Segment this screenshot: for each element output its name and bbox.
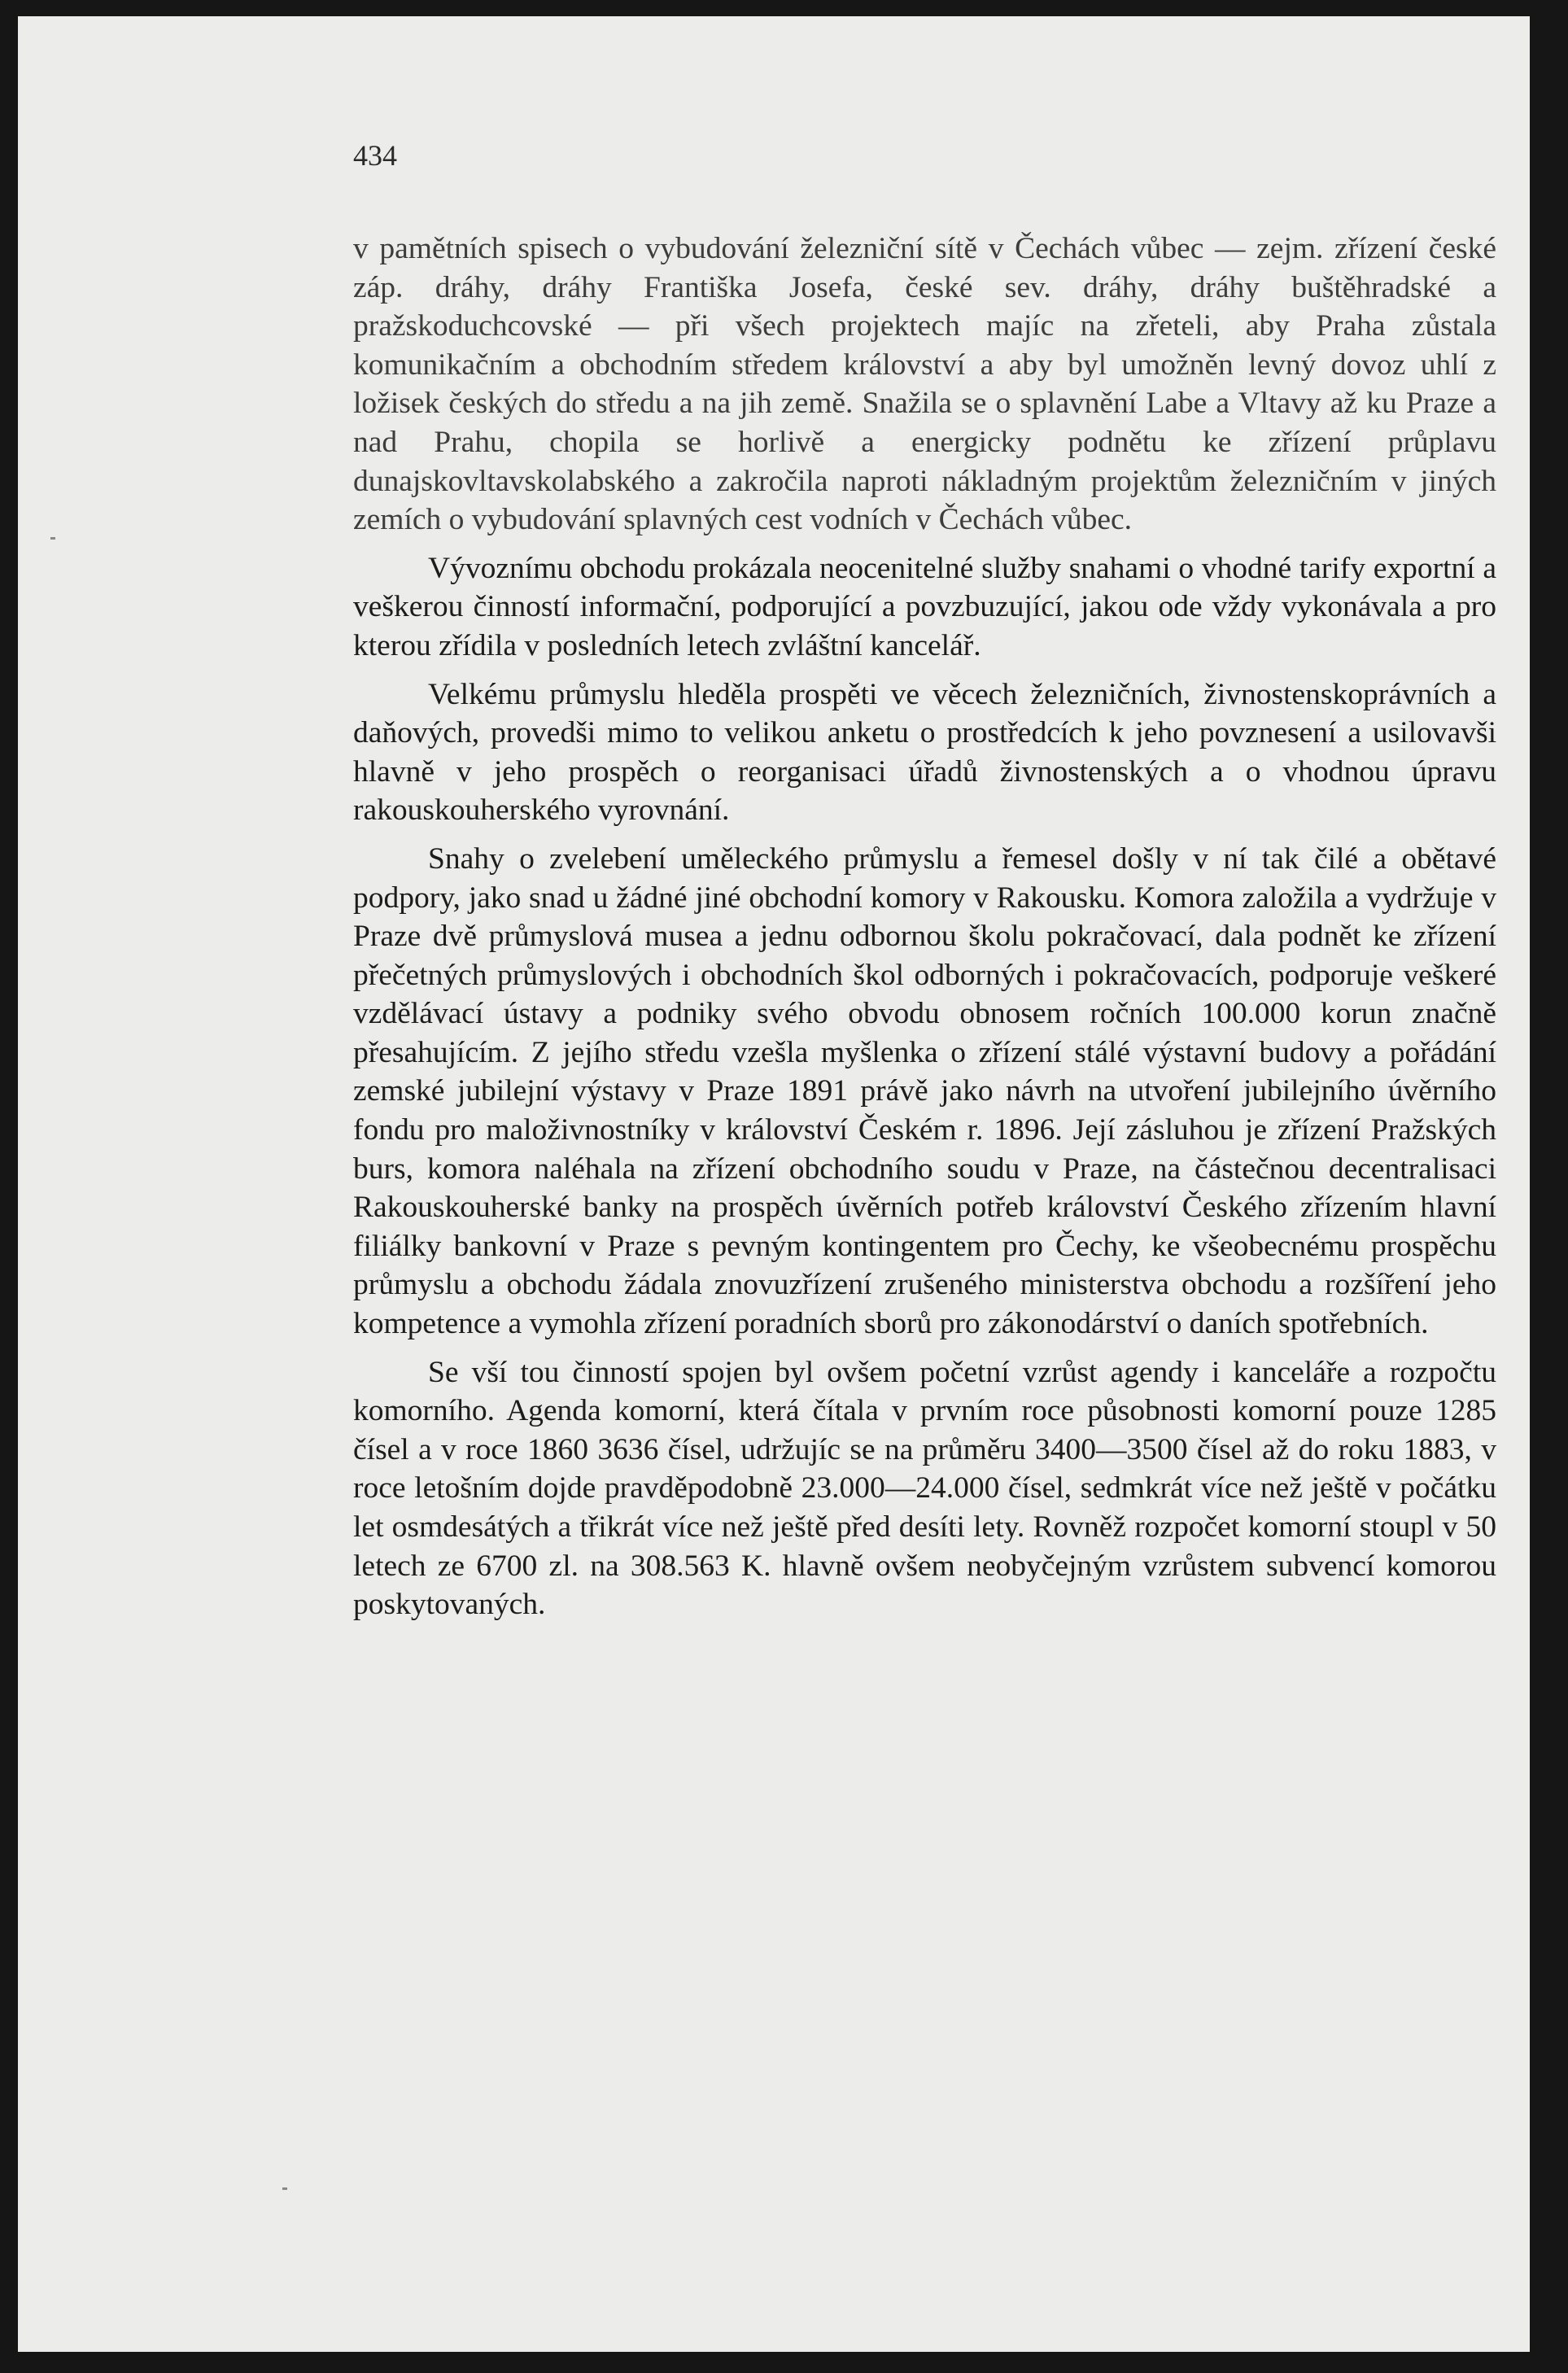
paragraph: Snahy o zvelebení uměleckého průmyslu a řemesel došly v ní tak čilé a obětavé podpory, jako snad u žádné jiné obchodní komory v Rakousku. Komora založila a vydržuje v Praze dvě průmyslová musea a jednu odbornou školu pokračovací, dala podnět ke zřízení přečetných průmyslových i obchodních škol odborných i pokračovacích, podporuje veškeré vzdělávací ústavy a podniky svého obvodu obnosem ročních 100.000 korun značně přesahujícím. Z jejího středu vzešla myšlenka o zřízení stálé výstavní budovy a pořádání zemské jubilejní výstavy v Praze 1891 právě jako návrh na utvoření jubilejního úvěrního fondu pro maloživnostníky v království Českém r. 1896. Její zásluhou je zřízení Pražských burs, komora naléhala na zřízení obchodního soudu v Praze, na částečnou decentralisaci Rakouskouherské banky na prospěch úvěrních potřeb království Českého zřízením hlavní filiálky bankovní v Praze s pevným kontingentem pro Čechy, ke všeobecnému prospěchu průmyslu a obchodu žádala znovuzřízení zrušeného ministerstva obchodu a rozšíření jeho kompetence a vymohla zřízení poradních sborů pro zákonodárství o daních spotřebních. bbox=[353, 841, 1496, 1341]
page-number: 434 bbox=[353, 139, 397, 172]
body-text bbox=[353, 229, 1496, 1634]
paragraph: Vývoznímu obchodu prokázala neocenitelné služby snahami o vhodné tarify exportní a veškerou činností informační, podporující a povzbuzující, jakou ode vždy vykonávala a pro kterou zřídila v posledních letech zvláštní kancelář. bbox=[353, 551, 1496, 662]
scan-speck bbox=[50, 537, 55, 540]
paragraph: Se vší tou činností spojen byl ovšem početní vzrůst agendy i kanceláře a rozpočtu komorního. Agenda komorní, která čítala v prvním roce působnosti komorní pouze 1285 čísel a v roce 1860 3636 čísel, udržujíc se na průměru 3400—3500 čísel až do roku 1883, v roce letošním dojde pravděpodobně 23.000—24.000 čísel, sedmkrát více než ještě v počátku let osmdesátých a třikrát více než ještě před desíti lety. Rovněž rozpočet komorní stoupl v 50 letech ze 6700 zl. na 308.563 K. hlavně ovšem neobyčejným vzrůstem subvencí komorou poskytovaných. bbox=[353, 1355, 1496, 1622]
scan-speck bbox=[282, 2187, 287, 2190]
paragraph: v pamětních spisech o vybudování železniční sítě v Čechách vůbec — zejm. zřízení české záp. dráhy, dráhy Františka Josefa, české sev. dráhy, dráhy buštěhradské a pražskoduchcovské — při všech projektech majíc na zřeteli, aby Praha zůstala komunikačním a obchodním středem království a aby byl umožněn levný dovoz uhlí z ložisek českých do středu a na jih země. Snažila se o splavnění Labe a Vltavy až ku Praze a nad Prahu, chopila se horlivě a energicky podnětu ke zřízení průplavu dunajskovltavskolabského a zakročila naproti nákladným projektům železničním v jiných zemích o vybudování splavných cest vodních v Čechách vůbec. bbox=[353, 232, 1496, 537]
paragraph: Velkému průmyslu hleděla prospěti ve věcech železničních, živnostenskoprávních a daňových, provedši mimo to velikou anketu o prostředcích k jeho povznesení a usilovavši hlavně v jeho prospěch o reorganisaci úřadů živnostenských a o vhodnou úpravu rakouskouherského vyrovnání. bbox=[353, 677, 1496, 828]
book-page bbox=[18, 16, 1530, 2352]
